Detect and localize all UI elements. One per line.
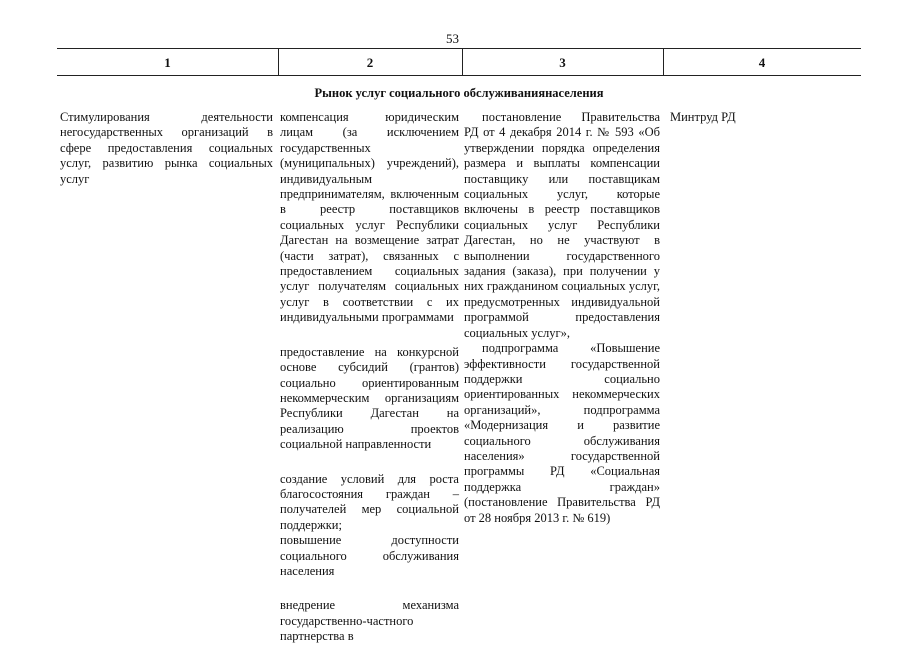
responsible-text: Минтруд РД bbox=[670, 110, 736, 124]
column-number-4: 4 bbox=[758, 55, 766, 70]
measure-item: компенсация юридическим лицам (за исключением государственных (муниципальных) учреждений), индивидуальным предпринимателям, включенным в реестр поставщиков социальных услуг Республики Дагестан на возмещение затрат (части затрат), связанных с предоставлением социальных услуг получателям социальных услуг в соответствии с их индивидуальными программами bbox=[280, 110, 459, 325]
section-title: Рынок услуг социального обслуживаниянаселения bbox=[314, 86, 604, 100]
document-item: постановление Правительства РД от 4 декабря 2014 г. № 593 «Об утверждении порядка определения размера и выплаты компенсации поставщику или поставщикам социальных услуг, которые включены в реестр поставщиков социальных услуг Республики Дагестан, но не участвуют в выполнении государственного задания (заказа), при получении у них гражданином социальных услуг, предусмотренных индивидуальной программой предоставления социальных услуг», bbox=[464, 110, 660, 340]
measure-item: внедрение механизма государственно-частного партнерства в bbox=[280, 598, 459, 644]
measure-item: предоставление на конкурсной основе субсидий (грантов) социально ориентированным некоммерческим организациям Республики Дагестан на реализацию проектов социальной направленности bbox=[280, 344, 459, 452]
measures-cell bbox=[280, 110, 459, 645]
column-number-1: 1 bbox=[164, 55, 171, 70]
responsible-cell bbox=[670, 110, 850, 125]
header-bottom-rule bbox=[57, 75, 861, 76]
goal-text: Стимулирования деятельности негосударственных организаций в сфере предоставления социальных услуг, развитию рынка социальных услуг bbox=[60, 110, 273, 186]
measure-item: создание условий для роста благосостояния граждан – получателей мер социальной поддержки; bbox=[280, 471, 459, 532]
header-top-rule bbox=[57, 48, 861, 49]
column-number-2: 2 bbox=[366, 55, 374, 70]
document-item: подпрограмма «Повышение эффективности государственной поддержки социально ориентированных некоммерческих организаций», подпрограмма «Модернизация и развитие социального обслуживания населения» государственной программы РД «Социальная поддержка граждан» (постановление Правительства РД от 28 ноября 2013 г. № 619) bbox=[464, 341, 660, 525]
page-number: 53 bbox=[446, 31, 459, 46]
column-number-3: 3 bbox=[559, 55, 566, 70]
documents-cell bbox=[464, 110, 660, 526]
measure-item: повышение доступности социального обслуживания населения bbox=[280, 533, 459, 578]
goal-cell bbox=[60, 110, 273, 187]
